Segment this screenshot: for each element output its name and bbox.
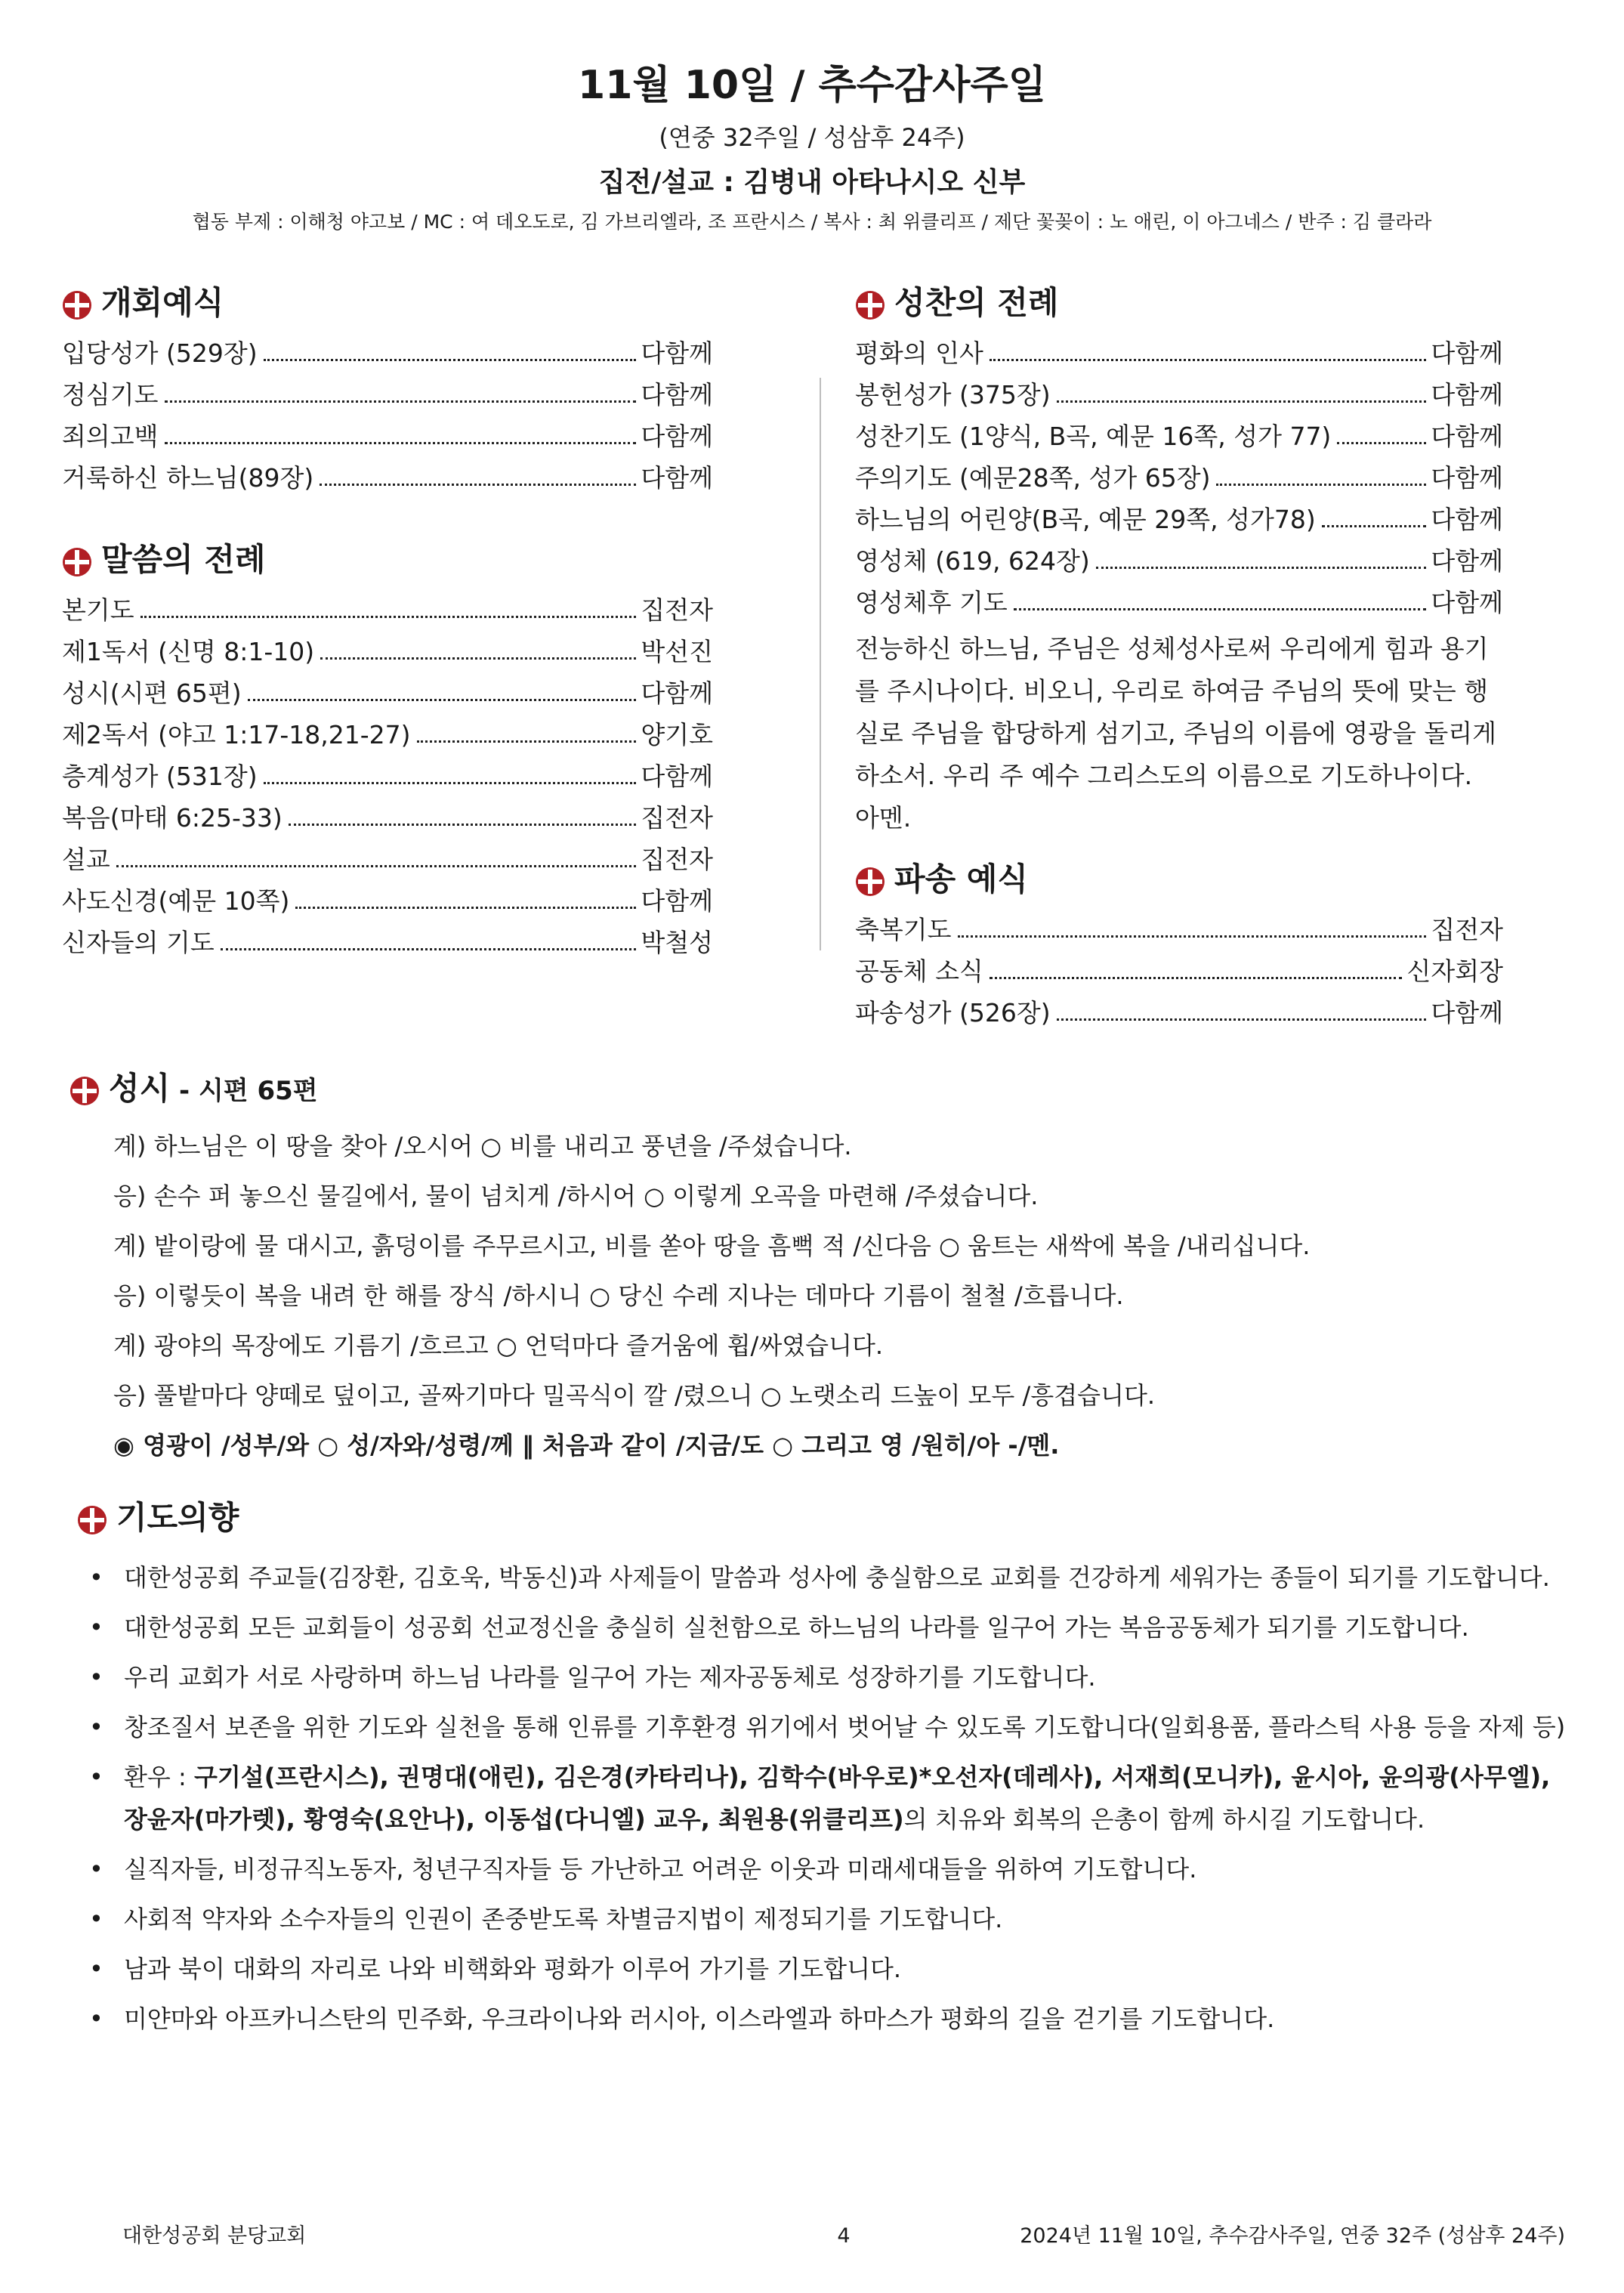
roles-line: 협동 부제 : 이해청 야고보 / MC : 여 데오도로, 김 가브리엘라, 조 프란시스 / 복사 : 최 위클리프 / 제단 꽃꽂이 : 노 애린, 이 아그네스 / 반주 : 김 클라라: [192, 211, 1432, 233]
bullet-icon: •: [89, 1763, 103, 1791]
list-item: • 미얀마와 아프카니스탄의 민주화, 우크라이나와 러시아, 이스라엘과 하마스가 평화의 길을 걷기를 기도합니다.: [77, 1998, 1573, 2040]
section-eucharist-title: 성찬의 전례: [855, 281, 1503, 325]
footer-date: 2024년 11월 10일, 추수감사주일, 연중 32주 (성삼후 24주): [1020, 2224, 1565, 2248]
section-psalm-title: 성시 - 시편 65편: [69, 1067, 1550, 1111]
list-item: • 남과 북이 대화의 자리로 나와 비핵화와 평화가 이루어 가기를 기도합니다.: [77, 1948, 1573, 1990]
list-item: 평화의 인사 다함께: [855, 338, 1503, 368]
section-dismissal-title: 파송 예식: [855, 858, 1503, 901]
dismissal-list: [855, 909, 1503, 1034]
page-footer: [122, 2221, 1565, 2251]
list-item: • 대한성공회 주교들(김장환, 김호욱, 박동신)과 사제들이 말씀과 성사에 충실함으로 교회를 건강하게 세워가는 종들이 되기를 기도합니다.: [77, 1556, 1573, 1599]
list-item: 층계성가 (531장) 다함께: [62, 762, 713, 791]
church-name: 대한성공회 분당교회: [122, 2224, 307, 2248]
word-list: [62, 589, 713, 963]
list-item: 신자들의 기도 박철성: [62, 928, 713, 957]
list-item: 복음(마태 6:25-33) 집전자: [62, 803, 713, 833]
bulletin-header: [0, 59, 1624, 237]
post-communion-prayer: 전능하신 하느님, 주님은 성체성사로써 우리에게 힘과 용기를 주시나이다. 비오니, 우리로 하여금 주님의 뜻에 맞는 행실로 주님을 합당하게 섬기고, 주님의 이름에 영광을 돌리게 하소서. 우리 주 예수 그리스도의 이름으로 기도하나이다. 아멘.: [855, 634, 1496, 833]
psalm-line: 계) 밭이랑에 물 대시고, 흙덩이를 주무르시고, 비를 쏟아 땅을 흠뻑 적 /신다음 ○ 움트는 새싹에 복을 /내리십니다.: [113, 1231, 1311, 1260]
cross-icon: [77, 1505, 107, 1535]
section-word-title: 말씀의 전례: [62, 538, 713, 582]
left-column: [62, 281, 713, 963]
page-subtitle: (연중 32주일 / 성삼후 24주): [659, 123, 965, 152]
psalm-section: [69, 1067, 1550, 1470]
section-opening-title: 개회예식: [62, 281, 713, 325]
list-item: 본기도 집전자: [62, 595, 713, 625]
list-item: • 대한성공회 모든 교회들이 성공회 선교정신을 충실히 실천함으로 하느님의 나라를 일구어 가는 복음공동체가 되기를 기도합니다.: [77, 1606, 1573, 1649]
bullet-icon: •: [89, 2004, 103, 2033]
intentions-list: [77, 1556, 1573, 2040]
bullet-icon: •: [89, 1713, 103, 1741]
list-item: • 사회적 약자와 소수자들의 인권이 존중받도록 차별금지법이 제정되기를 기도합니다.: [77, 1898, 1573, 1940]
cross-icon: [855, 290, 885, 320]
list-item: 죄의고백 다함께: [62, 422, 713, 451]
list-item: 성찬기도 (1양식, B곡, 예문 16쪽, 성가 77) 다함께: [855, 422, 1503, 451]
bullet-icon: •: [89, 1613, 103, 1642]
psalm-line: 응) 이렇듯이 복을 내려 한 해를 장식 /하시니 ○ 당신 수레 지나는 데마다 기름이 철철 /흐릅니다.: [113, 1281, 1124, 1310]
list-item: 설교 집전자: [62, 845, 713, 874]
list-item: 제2독서 (야고 1:17-18,21-27) 양기호: [62, 720, 713, 749]
right-column: [855, 281, 1503, 1034]
list-item: 영성체 (619, 624장) 다함께: [855, 546, 1503, 576]
list-item: • 창조질서 보존을 위한 기도와 실천을 통해 인류를 기후환경 위기에서 벗어날 수 있도록 기도합니다(일회용품, 플라스틱 사용 등을 자제 등): [77, 1706, 1573, 1748]
bullet-icon: •: [89, 1855, 103, 1884]
list-item: • 우리 교회가 서로 사랑하며 하느님 나라를 일구어 가는 제자공동체로 성장하기를 기도합니다.: [77, 1656, 1573, 1698]
column-divider: [820, 378, 821, 950]
page-number: 4: [837, 2224, 851, 2248]
gloria-line: ◉ 영광이 /성부/와 ○ 성/자와/성령/께 ‖ 처음과 같이 /지금/도 ○ 그리고 영 /원히/아 -/멘.: [113, 1431, 1060, 1460]
cross-icon: [62, 290, 92, 320]
list-item: • 실직자들, 비정규직노동자, 청년구직자들 등 가난하고 어려운 이웃과 미래세대들을 위하여 기도합니다.: [77, 1848, 1573, 1890]
presider-line: 집전/설교 : 김병내 아타나시오 신부: [598, 167, 1026, 198]
list-item: 영성체후 기도 다함께: [855, 588, 1503, 617]
list-item: 성시(시편 65편) 다함께: [62, 678, 713, 708]
list-item: 사도신경(예문 10쪽) 다함께: [62, 886, 713, 916]
psalm-line: 응) 손수 퍼 놓으신 물길에서, 물이 넘치게 /하시어 ○ 이렇게 오곡을 마련해 /주셨습니다.: [113, 1182, 1039, 1210]
list-item: 파송성가 (526장) 다함께: [855, 998, 1503, 1028]
page-title: 11월 10일 / 추수감사주일: [578, 63, 1046, 108]
cross-icon: [855, 867, 885, 897]
psalm-lines: [113, 1121, 1550, 1470]
list-item: 축복기도 집전자: [855, 915, 1503, 944]
psalm-line: 응) 풀밭마다 양떼로 덮이고, 골짜기마다 밀곡식이 깔 /렸으니 ○ 노랫소리 드높이 모두 /흥겹습니다.: [113, 1381, 1156, 1410]
list-item: 제1독서 (신명 8:1-10) 박선진: [62, 637, 713, 666]
list-item: 정심기도 다함께: [62, 380, 713, 409]
section-intentions-title: 기도의향: [77, 1496, 1573, 1540]
bullet-icon: •: [89, 1663, 103, 1692]
list-item: 주의기도 (예문28쪽, 성가 65장) 다함께: [855, 463, 1503, 493]
psalm-line: 계) 하느님은 이 땅을 찾아 /오시어 ○ 비를 내리고 풍년을 /주셨습니다.: [113, 1132, 852, 1160]
list-item: 거룩하신 하느님(89장) 다함께: [62, 463, 713, 493]
opening-list: [62, 332, 713, 499]
cross-icon: [69, 1076, 100, 1106]
psalm-line: 계) 광야의 목장에도 기름기 /흐르고 ○ 언덕마다 즐거움에 휩/싸였습니다.: [113, 1331, 884, 1360]
list-item: 입당성가 (529장) 다함께: [62, 338, 713, 368]
bullet-icon: •: [89, 1955, 103, 1983]
bullet-icon: •: [89, 1905, 103, 1933]
list-item-sick: • 환우 : 구기설(프란시스), 권명대(애린), 김은경(카타리나), 김학수(바우로)*오선자(데레사), 서재희(모니카), 윤시아, 윤의광(사무엘), 장윤자(마가렛), 황영숙(요안나), 이동섭(다니엘) 교우, 최원용(위클리프)의 치유와 회복의 은총이 함께 하시길 기도합니다.: [77, 1756, 1573, 1840]
list-item: 봉헌성가 (375장) 다함께: [855, 380, 1503, 409]
list-item: 하느님의 어린양(B곡, 예문 29쪽, 성가78) 다함께: [855, 505, 1503, 534]
bullet-icon: •: [89, 1563, 103, 1592]
eucharist-list: [855, 332, 1503, 623]
cross-icon: [62, 547, 92, 577]
list-item: 공동체 소식 신자회장: [855, 956, 1503, 986]
intentions-section: [77, 1496, 1573, 2047]
